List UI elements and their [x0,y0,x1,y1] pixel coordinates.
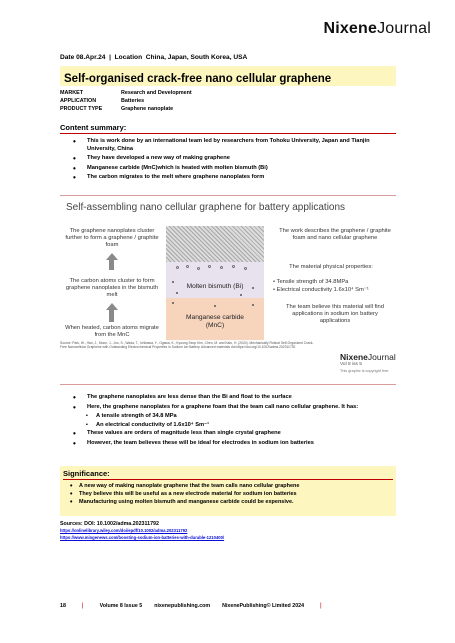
zone-label-carbide: Manganese carbide [186,314,244,321]
graphene-foam-layer [166,226,264,262]
summary-list [72,138,388,184]
properties-list [273,279,369,294]
journal-logo: NixeneJournal [323,20,431,37]
carbon-cluster-icon [197,267,200,270]
list-subitem: ▪ An electrical conductivity of 1.6x10⁴ Sm⁻¹ [72,422,388,430]
carbon-cluster-icon [186,265,189,268]
label-foam: The graphene nanoplates cluster further to form a graphene / graphite foam [65,228,159,248]
figure-title: Self-assembling nano cellular graphene for battery applications [66,202,346,213]
footer-separator: | [81,602,84,609]
zone-label-bismuth: Molten bismuth (Bi) [186,283,244,290]
label-description: The work describes the graphene / graphite foam and nano cellular graphene [279,228,391,241]
list-item: • The graphene nanoplates are less dense than the Bi and float to the surface [72,394,388,402]
property-conductivity: • Electrical conductivity 1.6x10⁴ Sm⁻¹ [273,287,369,295]
list-item: • This is work done by an international team led by researchers from Tohoku University, Japan and Tianjin University, China [72,138,388,153]
figure-top-divider [60,195,396,196]
page-number: 18 [60,602,66,609]
summary-heading: Content summary: [60,123,127,132]
page-footer [60,602,338,609]
label-heating: When heated, carbon atoms migrate from the MnC [65,325,159,338]
property-tensile: • Tensile strength of 34.8MPa [273,279,369,287]
carbon-atom-icon [172,302,174,304]
significance-heading: Significance: [63,469,110,478]
carbon-cluster-icon [176,266,179,269]
footer-site: nixenepublishing.com [154,602,211,609]
label-nanoplates: The carbon atoms cluster to form graphene nanoplates in the bismuth melt [65,278,159,298]
carbon-cluster-icon [244,267,247,270]
figure-brand: NixeneJournal [340,352,396,362]
properties-heading: The material physical properties: [289,264,373,270]
summary-divider [60,133,396,134]
footer-volume: Volume 8 Issue 5 [99,602,143,609]
carbon-atom-icon [176,292,178,294]
up-arrow-icon [106,253,118,260]
list-item: • They have developed a new way of making graphene [72,155,388,163]
sources-block [60,521,224,541]
sources-doi: Sources: DOI: 10.1002/adma.202311792 [60,521,159,527]
source-link-wiley[interactable]: https://onlinelibrary.wiley.com/doi/epdf/10.1002/adma.202311792 [60,527,188,533]
carbon-atom-icon [252,304,254,306]
footer-separator: | [320,602,322,609]
significance-list [70,483,386,507]
arrow-shaft-upper [109,260,114,270]
article-meta: MARKET Research and Development APPLICATION Batteries PRODUCT TYPE Graphene nanoplate [60,90,192,112]
carbon-cluster-icon [232,265,235,268]
source-link-news[interactable]: https://www.mingenews.com/boosting-sodium-ion-batteries-with-durable-1210400/ [60,534,225,540]
footer-company: NixenePublishing© Limited 2024 [222,602,305,609]
dateline: Date 08.Apr.24 | Location China, Japan, South Korea, USA [60,54,248,61]
list-item: • The carbon migrates to the melt where graphene nanoplates form [72,174,388,182]
carbon-cluster-icon [220,266,223,269]
carbon-atom-icon [214,305,216,307]
list-item: • Here, the graphene nanoplates for a graphene foam that the team call nano cellular graphene. It has: [72,404,388,412]
article-title: Self-organised crack-free nano cellular graphene [60,66,396,86]
figure-copyright: This graphic is copyright free [340,369,389,373]
list-item: • However, the team believes these will be ideal for electrodes in sodium ion batteries [72,440,388,448]
list-item: • A new way of making nanoplate graphene that the team calls nano cellular graphene [70,483,386,490]
up-arrow-icon [106,303,118,310]
figure-bottom-divider [60,384,396,385]
list-item: • They believe this will be useful as a new electrode material for sodium ion batteries [70,491,386,498]
carbon-atom-icon [240,294,242,296]
figure-volume: Vol 8 iss 5 [340,362,362,367]
figure-source: Source: Park, W., Han, J., Moon, J., Joo, S., Wada, T., Ichikawa, Y., Ogawa, K., Kyoung Seop Kim, Chen, M. and Kato, H. (2024). Mechanically Robust Self-Organized Crack-Free Nanocellular Graphene with Outstanding Electrochemical Properties in Sodium Ion Battery. Advanced materials doi:https://doi.org/10.1002/adma.202311792 [60,341,314,350]
list-item: • Manganese carbide (MnC)which is heated with molten bismuth (Bi) [72,165,388,173]
significance-divider [63,479,393,480]
detail-list [72,394,388,450]
arrow-shaft-lower [109,310,114,322]
molten-bismuth-layer [166,262,264,298]
list-item: • These values are orders of magnitude less than single crystal graphene [72,430,388,438]
carbon-cluster-icon [208,265,211,268]
list-subitem: ▪ A tensile strength of 34.8 MPa [72,413,388,421]
zone-label-carbide-formula: (MnC) [205,322,225,329]
list-item: • Manufacturing using molten bismuth and manganese carbide could be expensive. [70,499,386,506]
label-applications: The team believe this material will find applications in sodium ion battery applications [286,304,384,324]
